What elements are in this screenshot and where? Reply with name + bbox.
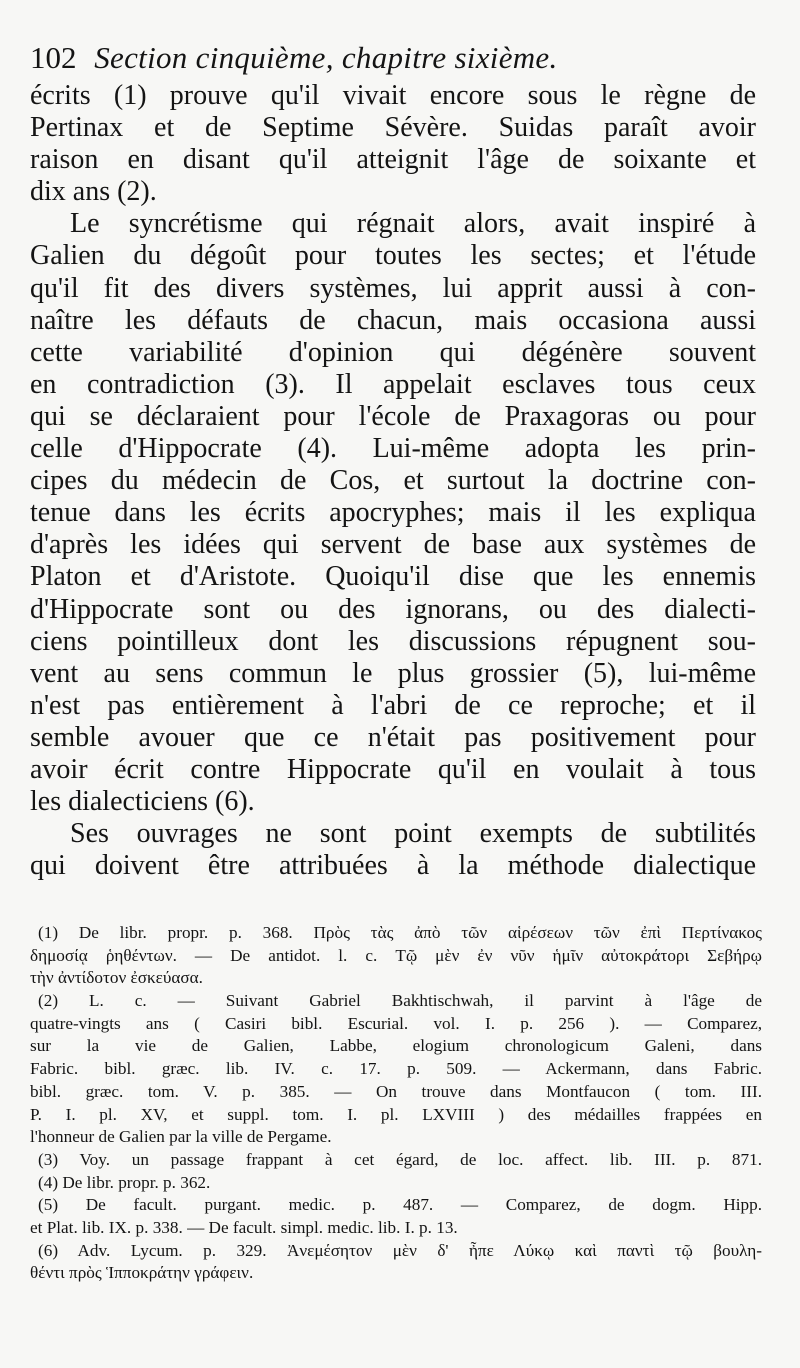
body-text-line: écrits (1) prouve qu'il vivait encore sous le règne de bbox=[30, 80, 756, 111]
footnote-line: (1) De libr. propr. p. 368. Πρὸς τὰς ἀπὸ τῶν αἱρέσεων τῶν ἐπὶ Περτίνακος bbox=[38, 923, 762, 942]
body-text-line: n'est pas entièrement à l'abri de ce reproche; et il bbox=[30, 689, 756, 721]
body-text-line: cette variabilité d'opinion qui dégénère souvent bbox=[30, 336, 756, 368]
footnote-line: θέντι πρὸς Ἱπποκράτην γράφειν. bbox=[30, 1263, 254, 1283]
body-text-line: dix ans (2). bbox=[30, 176, 157, 208]
footnote-line: (4) De libr. propr. p. 362. bbox=[38, 1172, 211, 1192]
body-text bbox=[30, 80, 756, 882]
body-text-line: d'Hippocrate sont ou des ignorans, ou des dialecti- bbox=[30, 593, 756, 625]
page-number: 102 bbox=[30, 40, 77, 75]
body-text-line: les dialecticiens (6). bbox=[30, 786, 255, 818]
body-text-line: Pertinax et de Septime Sévère. Suidas paraît avoir bbox=[30, 112, 756, 144]
body-text-line: d'après les idées qui servent de base aux systèmes de bbox=[30, 529, 756, 561]
body-text-line: tenue dans les écrits apocryphes; mais il les expliqua bbox=[30, 497, 756, 529]
body-text-line: Ses ouvrages ne sont point exempts de subtilités bbox=[70, 818, 756, 850]
footnote-line: l'honneur de Galien par la ville de Pergame. bbox=[30, 1127, 332, 1147]
footnote-line: Fabric. bibl. græc. lib. IV. c. 17. p. 509. — Ackermann, dans Fabric. bbox=[30, 1059, 762, 1079]
footnote-line: bibl. græc. tom. V. p. 385. — On trouve dans Montfaucon ( tom. III. bbox=[30, 1081, 762, 1101]
body-text-line: Platon et d'Aristote. Quoiqu'il dise que les ennemis bbox=[30, 561, 756, 593]
footnote-line: δημοσίᾳ ῥηθέντων. — De antidot. l. c. Τῷ μὲν ἐν νῦν ἡμῖν αὐτοκράτορι Σεβήρῳ bbox=[30, 945, 762, 965]
footnote-line: quatre-vingts ans ( Casiri bibl. Escurial. vol. I. p. 256 ). — Comparez, bbox=[30, 1013, 762, 1033]
body-text-line: semble avouer que ce n'était pas positivement pour bbox=[30, 721, 756, 753]
footnote-line: P. I. pl. XV, et suppl. tom. I. pl. LXVIII ) des médailles frappées en bbox=[30, 1104, 762, 1124]
body-text-line: Le syncrétisme qui régnait alors, avait inspiré à bbox=[70, 208, 756, 240]
body-text-line: naître les défauts de chacun, mais occasiona aussi bbox=[30, 304, 756, 336]
footnote-line: et Plat. lib. IX. p. 338. — De facult. simpl. medic. lib. I. p. 13. bbox=[30, 1217, 458, 1237]
body-text-line: en contradiction (3). Il appelait esclaves tous ceux bbox=[30, 368, 756, 400]
body-text-line: celle d'Hippocrate (4). Lui-même adopta les prin- bbox=[30, 433, 756, 465]
running-head bbox=[30, 38, 770, 78]
body-text-line: qui doivent être attribuées à la méthode dialectique bbox=[30, 850, 756, 882]
footnote-line: (5) De facult. purgant. medic. p. 487. — Comparez, de dogm. Hipp. bbox=[38, 1195, 762, 1215]
running-title: Section cinquième, chapitre sixième. bbox=[94, 40, 558, 75]
body-text-line: qu'il fit des divers systèmes, lui apprit aussi à con- bbox=[30, 272, 756, 304]
footnotes bbox=[30, 922, 762, 1285]
body-text-line: avoir écrit contre Hippocrate qu'il en voulait à tous bbox=[30, 753, 756, 785]
body-text-line: raison en disant qu'il atteignit l'âge de soixante et bbox=[30, 144, 756, 176]
body-text-line: Galien du dégoût pour toutes les sectes; et l'étude bbox=[30, 240, 756, 272]
footnote-line: (6) Adv. Lycum. p. 329. Ἀνεμέσητον μὲν δ' ἦπε Λύκῳ καὶ παντὶ τῷ βουλη- bbox=[38, 1240, 762, 1260]
body-text-line: cipes du médecin de Cos, et surtout la doctrine con- bbox=[30, 465, 756, 497]
body-text-line: qui se déclaraient pour l'école de Praxagoras ou pour bbox=[30, 400, 756, 432]
body-text-line: ciens pointilleux dont les discussions répugnent sou- bbox=[30, 625, 756, 657]
footnote-line: (2) L. c. — Suivant Gabriel Bakhtischwah, il parvint à l'âge de bbox=[38, 991, 762, 1011]
body-text-line: vent au sens commun le plus grossier (5), lui-même bbox=[30, 657, 756, 689]
footnote-line: (3) Voy. un passage frappant à cet égard, de loc. affect. lib. III. p. 871. bbox=[38, 1149, 762, 1169]
footnote-line: τὴν ἀντίδοτον ἐσκεύασα. bbox=[30, 968, 203, 988]
footnote-line: sur la vie de Galien, Labbe, elogium chronologicum Galeni, dans bbox=[30, 1036, 762, 1056]
